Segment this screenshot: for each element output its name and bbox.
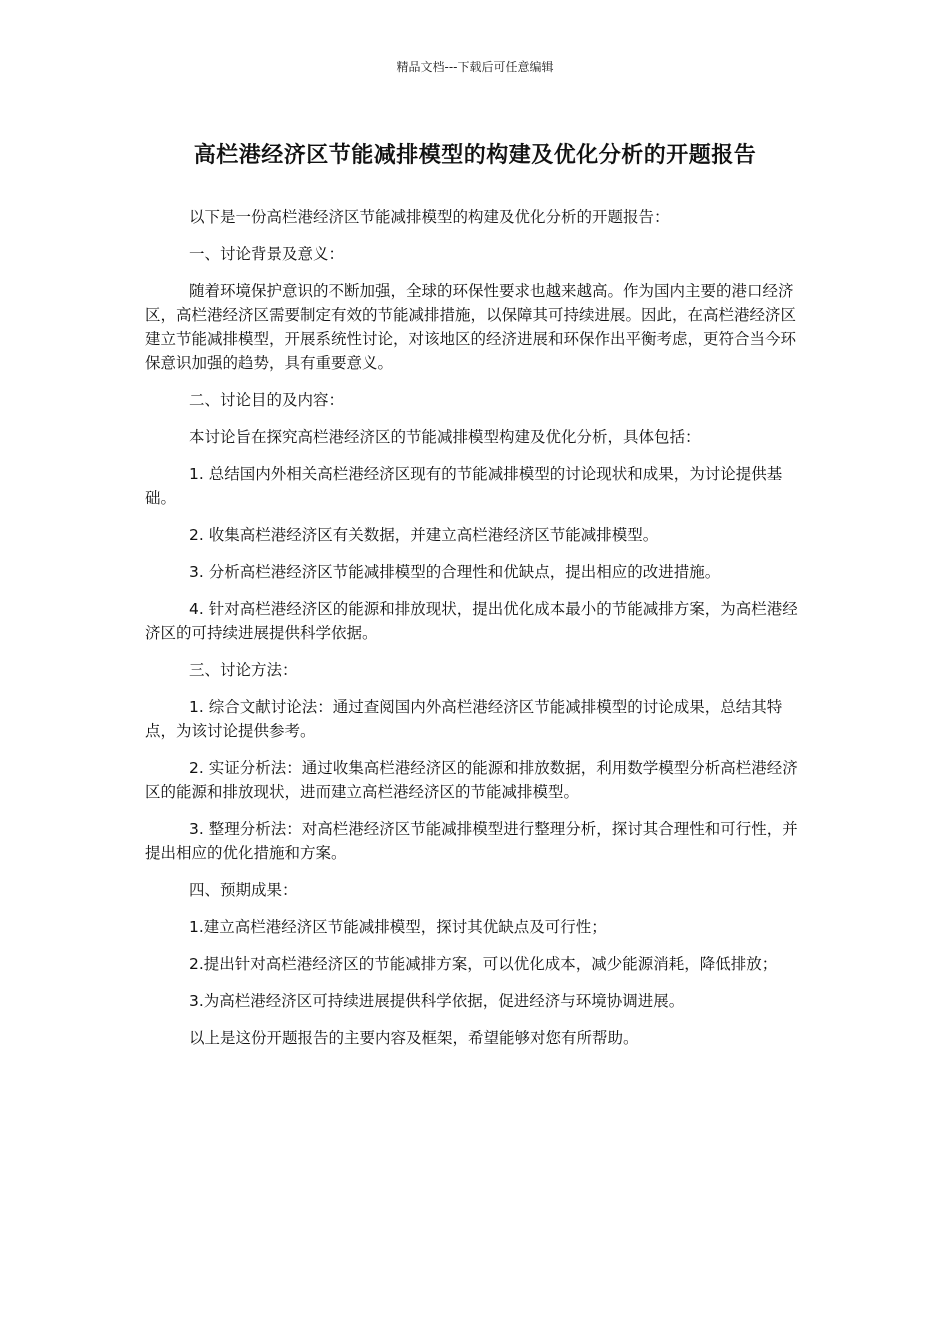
section-heading-background: 一、讨论背景及意义： — [189, 245, 345, 263]
paragraph-purpose: 本讨论旨在探究高栏港经济区的节能减排模型构建及优化分析，具体包括： — [189, 428, 701, 446]
list-item-purpose-4: 4. 针对高栏港经济区的能源和排放现状，提出优化成本最小的节能减排方案，为高栏港经济区的可持续进展提供科学依据。 — [145, 600, 798, 642]
list-item-method-3: 3. 整理分析法：对高栏港经济区节能减排模型进行整理分析，探讨其合理性和可行性，并提出相应的优化措施和方案。 — [145, 820, 798, 862]
document-title: 高栏港经济区节能减排模型的构建及优化分析的开题报告 — [193, 143, 757, 168]
section-heading-results: 四、预期成果： — [189, 881, 298, 899]
list-item-result-1: 1.建立高栏港经济区节能减排模型，探讨其优缺点及可行性； — [189, 918, 607, 936]
paragraph-background: 随着环境保护意识的不断加强，全球的环保性要求也越来越高。作为国内主要的港口经济区，高栏港经济区需要制定有效的节能减排措施，以保障其可持续进展。因此，在高栏港经济区建立节能减排模型，开展系统性讨论，对该地区的经济进展和环保作出平衡考虑，更符合当今环保意识加强的趋势，具有重要意义。 — [145, 282, 797, 372]
section-heading-method: 三、讨论方法： — [189, 661, 298, 679]
list-item-result-2: 2.提出针对高栏港经济区的节能减排方案，可以优化成本，减少能源消耗，降低排放； — [189, 955, 778, 973]
paragraph-closing: 以上是这份开题报告的主要内容及框架，希望能够对您有所帮助。 — [189, 1029, 639, 1047]
list-item-result-3: 3.为高栏港经济区可持续进展提供科学依据，促进经济与环境协调进展。 — [189, 992, 685, 1010]
header-note: 精品文档---下载后可任意编辑 — [396, 60, 554, 74]
list-item-purpose-1: 1. 总结国内外相关高栏港经济区现有的节能减排模型的讨论现状和成果，为讨论提供基础。 — [145, 465, 783, 507]
list-item-purpose-3: 3. 分析高栏港经济区节能减排模型的合理性和优缺点，提出相应的改进措施。 — [189, 563, 721, 581]
list-item-method-1: 1. 综合文献讨论法：通过查阅国内外高栏港经济区节能减排模型的讨论成果，总结其特点，为该讨论提供参考。 — [145, 698, 783, 740]
paragraph-intro: 以下是一份高栏港经济区节能减排模型的构建及优化分析的开题报告： — [189, 208, 670, 226]
document-body — [145, 205, 807, 1063]
list-item-method-2: 2. 实证分析法：通过收集高栏港经济区的能源和排放数据，利用数学模型分析高栏港经济区的能源和排放现状，进而建立高栏港经济区的节能减排模型。 — [145, 759, 798, 801]
list-item-purpose-2: 2. 收集高栏港经济区有关数据，并建立高栏港经济区节能减排模型。 — [189, 526, 659, 544]
section-heading-purpose: 二、讨论目的及内容： — [189, 391, 345, 409]
